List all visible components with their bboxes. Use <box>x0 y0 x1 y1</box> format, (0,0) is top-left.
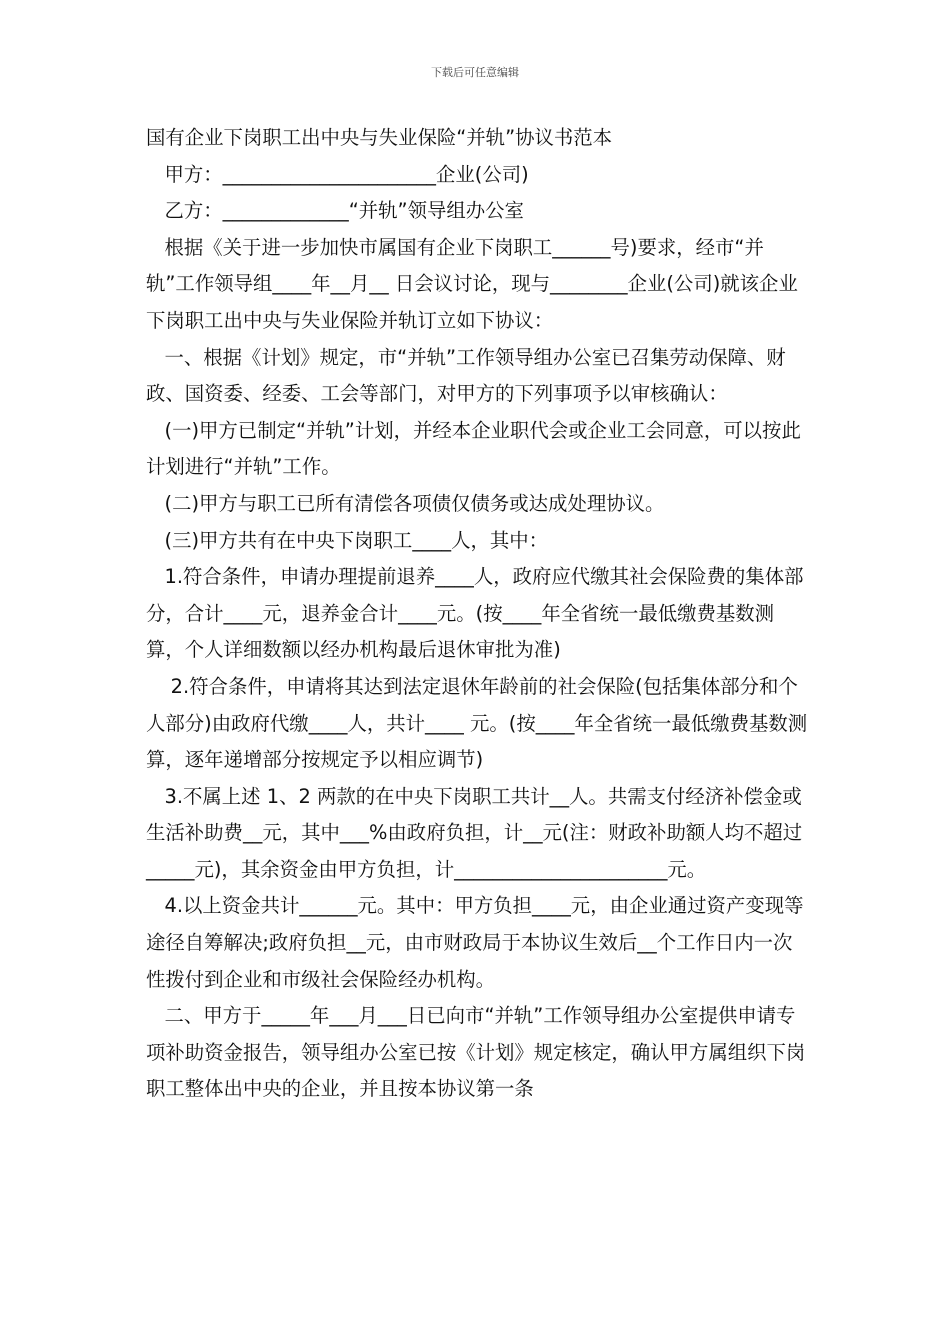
party-a-line: 甲方：______________________企业(公司) <box>146 162 529 186</box>
clause-4-paragraph: 4.以上资金共计______元。其中：甲方负担____元，由企业通过资产变现等途径自筹解决;政府负担__元，由市财政局于本协议生效后__个工作日内一次性拨付到企业和市级社会保险经办机构。 <box>146 894 804 991</box>
clause-2-paragraph: 2.符合条件，申请将其达到法定退休年龄前的社会保险(包括集体部分和个人部分)由政府代缴____人，共计____ 元。(按____年全省统一最低缴费基数测算，逐年递增部分按规定予以相应调节) <box>146 674 808 772</box>
page-header: 下载后可任意编辑 <box>431 66 519 79</box>
item-3-paragraph: (三)甲方共有在中央下岗职工____人，其中： <box>146 528 549 552</box>
article-1-paragraph: 一、根据《计划》规定，市“并轨”工作领导组办公室已召集劳动保障、财政、国资委、经委、工会等部门，对甲方的下列事项予以审核确认： <box>146 345 786 406</box>
clause-1-paragraph: 1.符合条件，申请办理提前退养____人，政府应代缴其社会保险费的集体部分，合计____元，退养金合计____元。(按____年全省统一最低缴费基数测算，个人详细数额以经办机构最后退休审批为准) <box>146 565 804 662</box>
item-1-paragraph: (一)甲方已制定“并轨”计划，并经本企业职代会或企业工会同意，可以按此计划进行“并轨”工作。 <box>146 418 801 479</box>
preamble-paragraph: 根据《关于进一步加快市属国有企业下岗职工______号)要求，经市“并轨”工作领导组____年__月__ 日会议讨论，现与________企业(公司)就该企业下岗职工出中央与失业保险并轨订立如下协议： <box>146 235 798 332</box>
document-body <box>146 120 811 1108</box>
article-2-paragraph: 二、甲方于_____年___月___日已向市“并轨”工作领导组办公室提供申请专项补助资金报告，领导组办公室已按《计划》规定核定，确认甲方属组织下岗职工整体出中央的企业，并且按本协议第一条 <box>146 1004 806 1101</box>
item-2-paragraph: (二)甲方与职工已所有清偿各项债仅债务或达成处理协议。 <box>146 491 665 515</box>
clause-3-paragraph: 3.不属上述 1、2 两款的在中央下岗职工共计__人。共需支付经济补偿金或生活补助费__元，其中___%由政府负担，计__元(注：财政补助额人均不超过_____元)，其余资金由甲方负担，计______________________元。 <box>146 784 803 881</box>
party-b-line: 乙方：_____________“并轨”领导组办公室 <box>146 199 524 223</box>
document-title: 国有企业下岗职工出中央与失业保险“并轨”协议书范本 <box>146 126 613 149</box>
